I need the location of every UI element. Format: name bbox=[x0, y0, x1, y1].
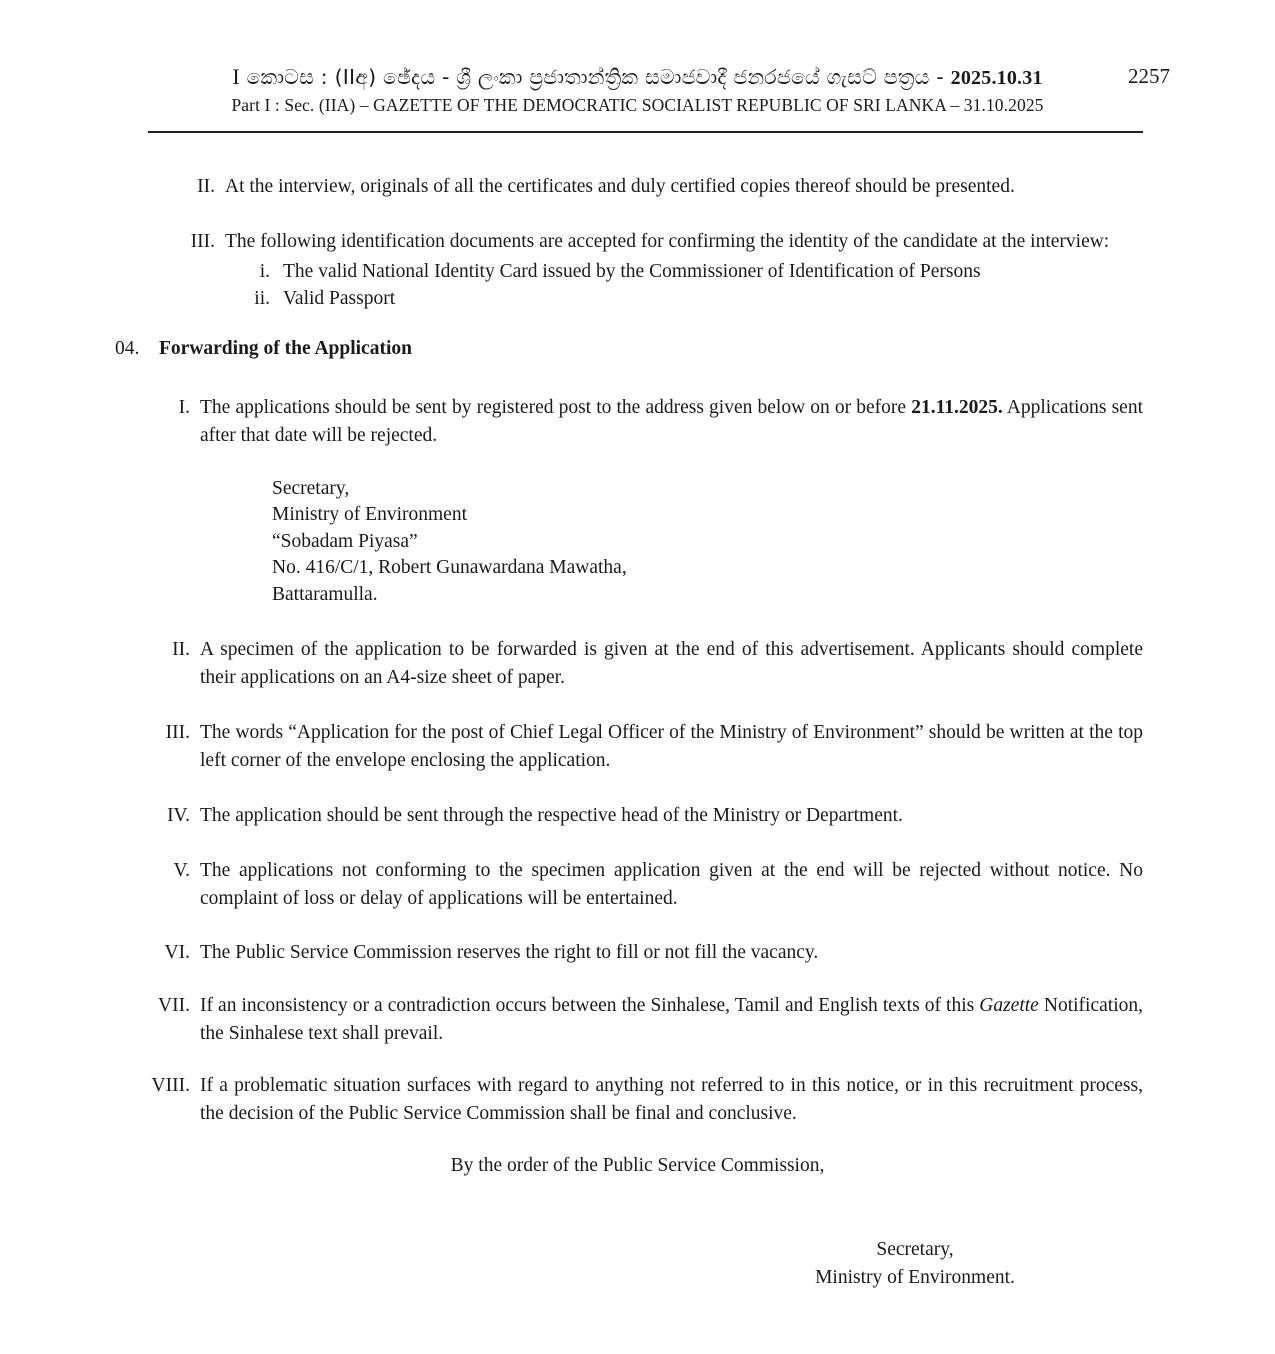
gazette-text-after: Notification, the Sinhalese text shall prevail. bbox=[200, 995, 1143, 1044]
list-item-marker: VIII. bbox=[151, 1075, 190, 1096]
gazette-text-before: If an inconsistency or a contradiction occurs between the Sinhalese, Tamil and English texts of this bbox=[200, 995, 980, 1016]
list-item bbox=[197, 173, 1143, 201]
sub-list-item-marker: i. bbox=[259, 260, 270, 282]
list-item bbox=[178, 394, 1143, 449]
address-line-street: No. 416/C/1, Robert Gunawardana Mawatha, bbox=[272, 557, 627, 579]
list-item bbox=[165, 719, 1143, 774]
header-english-line: Part I : Sec. (IIA) – GAZETTE OF THE DEMOCRATIC SOCIALIST REPUBLIC OF SRI LANKA – 31.10.2025 bbox=[231, 95, 1044, 115]
header-sinhala-body: කොටස : (IIඅ) ඡේදය - ශ්‍රී ලංකා ප්‍රජාතාන්ත්‍රික සමාජවාදී ජනරජයේ ගැසට් පත්‍රය - bbox=[246, 65, 944, 89]
deadline-text-before: The applications should be sent by registered post to the address given below on or before bbox=[200, 397, 912, 418]
order-line: By the order of the Public Service Commission, bbox=[450, 1155, 825, 1176]
list-item bbox=[172, 636, 1143, 691]
sub-list bbox=[225, 258, 1143, 313]
list-item bbox=[190, 228, 1143, 313]
signature-office: Ministry of Environment. bbox=[815, 1266, 1015, 1288]
list-item bbox=[173, 857, 1143, 912]
signature-block bbox=[660, 1236, 1170, 1291]
list-item bbox=[167, 802, 1143, 830]
list-item bbox=[164, 939, 1143, 967]
list-item-text: The Public Service Commission reserves the right to fill or not fill the vacancy. bbox=[200, 942, 819, 963]
deadline-text-after: Applications sent after that date will be rejected. bbox=[200, 397, 1143, 446]
list-item-text bbox=[200, 992, 1143, 1047]
header-sinhala-lead: I bbox=[232, 64, 240, 89]
sub-list-item-text: The valid National Identity Card issued by the Commissioner of Identification of Persons bbox=[283, 260, 981, 282]
list-item bbox=[158, 992, 1143, 1047]
header-sinhala-date: 2025.10.31 bbox=[950, 67, 1043, 89]
list-item-marker: VII. bbox=[158, 995, 190, 1016]
address-line-secretary: Secretary, bbox=[272, 478, 350, 499]
header-divider-rule bbox=[148, 131, 1143, 133]
list-item-text: If a problematic situation surfaces with regard to anything not referred to in this notice, or in this recruitment process, the decision of the Public Service Commission shall be final and conclusive. bbox=[200, 1075, 1143, 1124]
list-item-marker: II. bbox=[172, 639, 190, 660]
list-item-marker: IV. bbox=[167, 805, 190, 826]
header-sinhala-text bbox=[232, 64, 1042, 90]
sub-list-item bbox=[225, 285, 1143, 313]
list-item-text bbox=[200, 394, 1143, 449]
mailing-address bbox=[272, 476, 627, 608]
sub-list-item bbox=[225, 258, 1143, 286]
deadline-date: 21.11.2025. bbox=[911, 397, 1003, 418]
section-number: 04. bbox=[115, 338, 140, 359]
list-item-marker: V. bbox=[173, 860, 190, 881]
page-header bbox=[0, 64, 1275, 116]
list-item-marker: III. bbox=[165, 722, 190, 743]
list-item-marker: VI. bbox=[164, 942, 190, 963]
gazette-italic-word: Gazette bbox=[979, 995, 1039, 1016]
header-sinhala-row bbox=[0, 64, 1275, 90]
sub-list-item-marker: ii. bbox=[254, 288, 270, 310]
list-item-text: The application should be sent through the respective head of the Ministry or Department. bbox=[200, 805, 903, 826]
list-item-text: The applications not conforming to the specimen application given at the end will be rejected without notice. No complaint of loss or delay of applications will be entertained. bbox=[200, 860, 1143, 909]
list-item-marker: II. bbox=[197, 176, 215, 197]
page-number: 2257 bbox=[1128, 64, 1170, 88]
list-item-text: The words “Application for the post of Chief Legal Officer of the Ministry of Environment” should be written at the top left corner of the envelope enclosing the application. bbox=[200, 722, 1143, 771]
address-line-building: “Sobadam Piyasa” bbox=[272, 530, 418, 552]
list-item bbox=[151, 1072, 1143, 1127]
list-item-marker: I. bbox=[178, 397, 190, 418]
address-line-city: Battaramulla. bbox=[272, 583, 378, 605]
sub-list-item-text: Valid Passport bbox=[283, 288, 396, 310]
list-item-text: A specimen of the application to be forwarded is given at the end of this advertisement. Applicants should complete their applications on an A4-size sheet of paper. bbox=[200, 639, 1143, 688]
list-item-text: At the interview, originals of all the certificates and duly certified copies thereof should be presented. bbox=[225, 176, 1015, 197]
list-item-text: The following identification documents are accepted for confirming the identity of the candidate at the interview: bbox=[225, 231, 1110, 252]
address-line-ministry: Ministry of Environment bbox=[272, 504, 467, 526]
signature-title: Secretary, bbox=[876, 1239, 954, 1260]
page-title: Forwarding of the Application bbox=[159, 338, 412, 359]
list-item-marker: III. bbox=[190, 231, 215, 252]
